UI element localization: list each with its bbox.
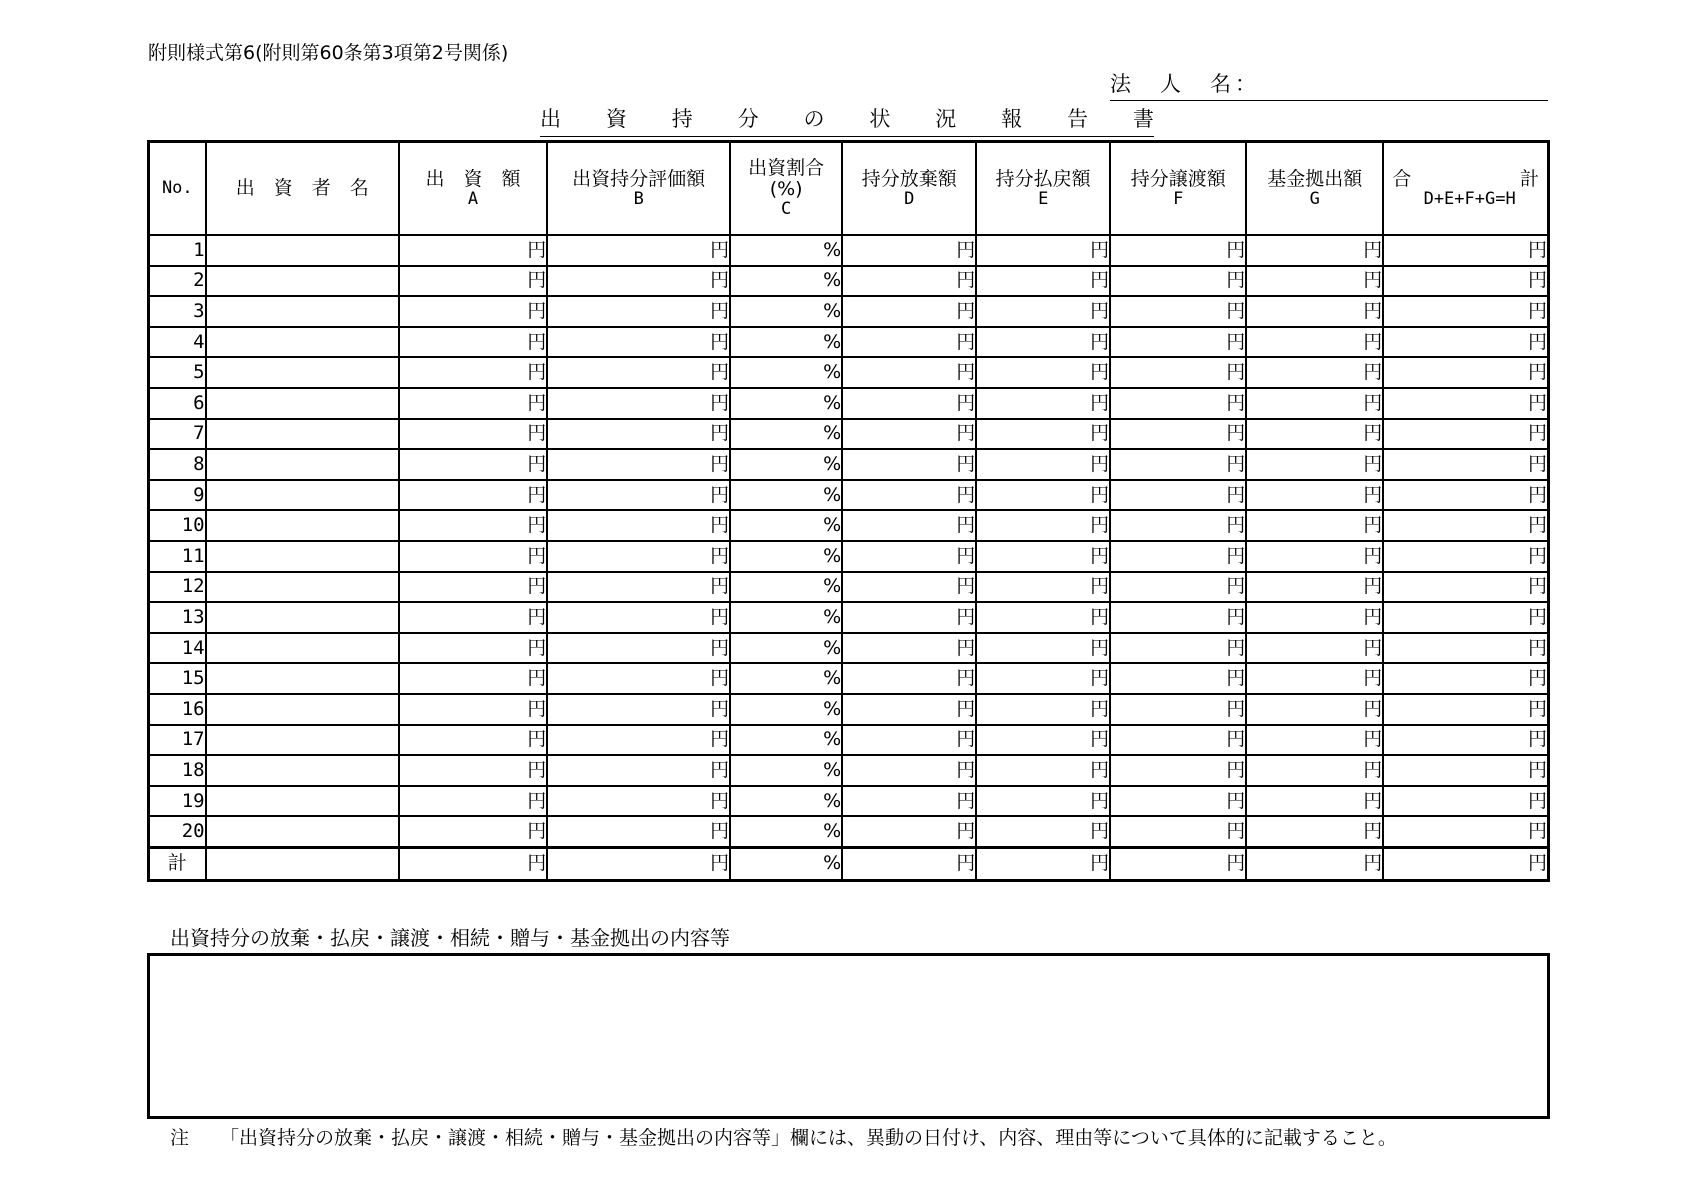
title-char: 資	[605, 107, 627, 131]
investor-name-cell[interactable]	[206, 755, 399, 786]
ratio-cell[interactable]: %	[730, 296, 842, 327]
transfer-cell[interactable]: 円	[1110, 449, 1246, 480]
amount-cell[interactable]: 円	[399, 816, 548, 847]
ratio-cell[interactable]: %	[730, 847, 842, 880]
table-row	[149, 266, 1549, 297]
amount-cell[interactable]: 円	[399, 755, 548, 786]
amount-cell[interactable]: 円	[399, 572, 548, 603]
footnote	[170, 1123, 1397, 1150]
table-row	[149, 663, 1549, 694]
amount-cell[interactable]: 円	[399, 266, 548, 297]
total-cell[interactable]: 円	[1383, 449, 1548, 480]
refund-cell[interactable]: 円	[976, 694, 1110, 725]
refund-cell[interactable]: 円	[976, 633, 1110, 664]
refund-cell[interactable]: 円	[976, 602, 1110, 633]
transfer-cell[interactable]: 円	[1110, 510, 1246, 541]
valuation-cell[interactable]: 円	[547, 296, 730, 327]
ratio-cell[interactable]: %	[730, 419, 842, 450]
amount-cell[interactable]: 円	[399, 235, 548, 266]
fund-cell[interactable]: 円	[1246, 633, 1383, 664]
amount-cell[interactable]: 円	[399, 296, 548, 327]
table-row	[149, 602, 1549, 633]
valuation-cell[interactable]: 円	[547, 694, 730, 725]
total-cell[interactable]: 円	[1383, 541, 1548, 572]
investor-name-cell[interactable]	[206, 541, 399, 572]
detail-input-box[interactable]	[147, 953, 1550, 1119]
footnote-mark: 注	[170, 1127, 190, 1149]
waiver-cell[interactable]: 円	[842, 786, 976, 817]
waiver-cell[interactable]: 円	[842, 235, 976, 266]
table-row	[149, 633, 1549, 664]
valuation-cell[interactable]: 円	[547, 816, 730, 847]
waiver-cell[interactable]: 円	[842, 449, 976, 480]
ratio-cell[interactable]: %	[730, 541, 842, 572]
ratio-cell[interactable]: %	[730, 357, 842, 388]
ratio-cell[interactable]: %	[730, 510, 842, 541]
row-number-cell: 3	[149, 296, 206, 327]
title-char: 分	[737, 107, 759, 131]
transfer-cell[interactable]: 円	[1110, 572, 1246, 603]
refund-cell[interactable]: 円	[976, 296, 1110, 327]
fund-cell[interactable]: 円	[1246, 419, 1383, 450]
valuation-cell[interactable]: 円	[547, 449, 730, 480]
table-header-row	[149, 142, 1549, 236]
waiver-cell[interactable]: 円	[842, 296, 976, 327]
amount-cell[interactable]: 円	[399, 694, 548, 725]
waiver-cell[interactable]: 円	[842, 816, 976, 847]
table-row	[149, 480, 1549, 511]
refund-cell[interactable]: 円	[976, 327, 1110, 358]
total-cell[interactable]: 円	[1383, 235, 1548, 266]
ratio-cell[interactable]: %	[730, 755, 842, 786]
header-investment-amount: 出 資 額 A	[399, 142, 548, 236]
refund-cell[interactable]: 円	[976, 266, 1110, 297]
table-total-row	[149, 847, 1549, 880]
row-number-cell: 19	[149, 786, 206, 817]
total-cell[interactable]: 円	[1383, 725, 1548, 756]
row-number-cell: 7	[149, 419, 206, 450]
amount-cell[interactable]: 円	[399, 602, 548, 633]
transfer-cell[interactable]: 円	[1110, 541, 1246, 572]
total-cell[interactable]: 円	[1383, 572, 1548, 603]
investor-name-cell[interactable]	[206, 633, 399, 664]
valuation-cell[interactable]: 円	[547, 602, 730, 633]
header-refund-amount: 持分払戻額 E	[976, 142, 1110, 236]
fund-cell[interactable]: 円	[1246, 572, 1383, 603]
amount-cell[interactable]: 円	[399, 510, 548, 541]
amount-cell[interactable]: 円	[399, 786, 548, 817]
total-cell[interactable]: 円	[1383, 633, 1548, 664]
refund-cell[interactable]: 円	[976, 449, 1110, 480]
transfer-cell[interactable]: 円	[1110, 235, 1246, 266]
transfer-cell[interactable]: 円	[1110, 419, 1246, 450]
table-row	[149, 572, 1549, 603]
valuation-cell[interactable]: 円	[547, 480, 730, 511]
fund-cell[interactable]: 円	[1246, 694, 1383, 725]
valuation-cell[interactable]: 円	[547, 266, 730, 297]
refund-cell[interactable]: 円	[976, 847, 1110, 880]
table-row	[149, 694, 1549, 725]
total-cell[interactable]: 円	[1383, 419, 1548, 450]
fund-cell[interactable]: 円	[1246, 266, 1383, 297]
ratio-cell[interactable]: %	[730, 694, 842, 725]
amount-cell[interactable]: 円	[399, 663, 548, 694]
ratio-cell[interactable]: %	[730, 725, 842, 756]
row-number-cell: 18	[149, 755, 206, 786]
investor-name-cell[interactable]	[206, 449, 399, 480]
header-waiver-amount: 持分放棄額 D	[842, 142, 976, 236]
amount-cell[interactable]: 円	[399, 480, 548, 511]
transfer-cell[interactable]: 円	[1110, 327, 1246, 358]
valuation-cell[interactable]: 円	[547, 663, 730, 694]
amount-cell[interactable]: 円	[399, 847, 548, 880]
fund-cell[interactable]: 円	[1246, 510, 1383, 541]
total-cell[interactable]: 円	[1383, 755, 1548, 786]
waiver-cell[interactable]: 円	[842, 388, 976, 419]
header-no: No.	[149, 142, 206, 236]
form-identifier: 附則様式第6(附則第60条第3項第2号関係)	[148, 42, 509, 64]
header-fund-contribution: 基金拠出額 G	[1246, 142, 1383, 236]
investor-name-cell[interactable]	[206, 480, 399, 511]
fund-cell[interactable]: 円	[1246, 786, 1383, 817]
waiver-cell[interactable]: 円	[842, 572, 976, 603]
table-row	[149, 541, 1549, 572]
row-number-cell: 13	[149, 602, 206, 633]
valuation-cell[interactable]: 円	[547, 235, 730, 266]
transfer-cell[interactable]: 円	[1110, 755, 1246, 786]
waiver-cell[interactable]: 円	[842, 266, 976, 297]
investor-name-cell[interactable]	[206, 388, 399, 419]
footnote-text: 「出資持分の放棄・払戻・譲渡・相続・贈与・基金拠出の内容等」欄には、異動の日付け、内容、理由等について具体的に記載すること。	[220, 1127, 1397, 1149]
row-number-cell: 9	[149, 480, 206, 511]
refund-cell[interactable]: 円	[976, 480, 1110, 511]
fund-cell[interactable]: 円	[1246, 541, 1383, 572]
total-cell[interactable]: 円	[1383, 816, 1548, 847]
table-row	[149, 388, 1549, 419]
title-char: 書	[1132, 107, 1154, 131]
refund-cell[interactable]: 円	[976, 786, 1110, 817]
refund-cell[interactable]: 円	[976, 357, 1110, 388]
investor-name-cell[interactable]	[206, 786, 399, 817]
row-number-cell: 12	[149, 572, 206, 603]
refund-cell[interactable]: 円	[976, 510, 1110, 541]
ratio-cell[interactable]: %	[730, 633, 842, 664]
amount-cell[interactable]: 円	[399, 419, 548, 450]
refund-cell[interactable]: 円	[976, 725, 1110, 756]
row-number-cell: 6	[149, 388, 206, 419]
waiver-cell[interactable]: 円	[842, 602, 976, 633]
refund-cell[interactable]: 円	[976, 419, 1110, 450]
total-cell[interactable]: 円	[1383, 602, 1548, 633]
investor-name-cell[interactable]	[206, 419, 399, 450]
transfer-cell[interactable]: 円	[1110, 816, 1246, 847]
fund-cell[interactable]: 円	[1246, 663, 1383, 694]
fund-cell[interactable]: 円	[1246, 816, 1383, 847]
amount-cell[interactable]: 円	[399, 388, 548, 419]
ratio-cell[interactable]: %	[730, 327, 842, 358]
valuation-cell[interactable]: 円	[547, 327, 730, 358]
title-char: の	[803, 107, 825, 131]
refund-cell[interactable]: 円	[976, 755, 1110, 786]
total-cell[interactable]: 円	[1383, 266, 1548, 297]
corporation-name-label: 法 人 名：	[1110, 72, 1260, 96]
amount-cell[interactable]: 円	[399, 357, 548, 388]
waiver-cell[interactable]: 円	[842, 541, 976, 572]
detail-section-label: 出資持分の放棄・払戻・譲渡・相続・贈与・基金拠出の内容等	[170, 926, 730, 950]
waiver-cell[interactable]: 円	[842, 847, 976, 880]
total-label-cell: 計	[149, 847, 206, 880]
transfer-cell[interactable]: 円	[1110, 388, 1246, 419]
fund-cell[interactable]: 円	[1246, 847, 1383, 880]
valuation-cell[interactable]: 円	[547, 419, 730, 450]
total-cell[interactable]: 円	[1383, 296, 1548, 327]
total-cell[interactable]: 円	[1383, 480, 1548, 511]
header-share-valuation: 出資持分評価額 B	[547, 142, 730, 236]
table-row	[149, 816, 1549, 847]
row-number-cell: 11	[149, 541, 206, 572]
waiver-cell[interactable]: 円	[842, 327, 976, 358]
corporation-name-field[interactable]	[1110, 74, 1548, 101]
fund-cell[interactable]: 円	[1246, 235, 1383, 266]
total-cell[interactable]: 円	[1383, 786, 1548, 817]
valuation-cell[interactable]: 円	[547, 510, 730, 541]
valuation-cell[interactable]: 円	[547, 541, 730, 572]
table-row	[149, 327, 1549, 358]
fund-cell[interactable]: 円	[1246, 755, 1383, 786]
ratio-cell[interactable]: %	[730, 235, 842, 266]
table-row	[149, 357, 1549, 388]
transfer-cell[interactable]: 円	[1110, 266, 1246, 297]
waiver-cell[interactable]: 円	[842, 419, 976, 450]
table-row	[149, 510, 1549, 541]
header-investment-ratio: 出資割合 (%) C	[730, 142, 842, 236]
title-char: 況	[935, 107, 957, 131]
transfer-cell[interactable]: 円	[1110, 480, 1246, 511]
waiver-cell[interactable]: 円	[842, 694, 976, 725]
refund-cell[interactable]: 円	[976, 572, 1110, 603]
table-row	[149, 725, 1549, 756]
title-char: 報	[1001, 107, 1023, 131]
row-number-cell: 5	[149, 357, 206, 388]
refund-cell[interactable]: 円	[976, 816, 1110, 847]
table-row	[149, 296, 1549, 327]
investor-name-cell[interactable]	[206, 327, 399, 358]
investor-name-cell[interactable]	[206, 510, 399, 541]
valuation-cell[interactable]: 円	[547, 572, 730, 603]
refund-cell[interactable]: 円	[976, 663, 1110, 694]
fund-cell[interactable]: 円	[1246, 296, 1383, 327]
valuation-cell[interactable]: 円	[547, 357, 730, 388]
refund-cell[interactable]: 円	[976, 541, 1110, 572]
refund-cell[interactable]: 円	[976, 235, 1110, 266]
total-cell[interactable]: 円	[1383, 694, 1548, 725]
header-investor-name: 出 資 者 名	[206, 142, 399, 236]
waiver-cell[interactable]: 円	[842, 357, 976, 388]
header-total: 合 計 D+E+F+G=H	[1383, 142, 1548, 236]
table-row	[149, 235, 1549, 266]
fund-cell[interactable]: 円	[1246, 327, 1383, 358]
transfer-cell[interactable]: 円	[1110, 847, 1246, 880]
header-transfer-amount: 持分譲渡額 F	[1110, 142, 1246, 236]
refund-cell[interactable]: 円	[976, 388, 1110, 419]
transfer-cell[interactable]: 円	[1110, 786, 1246, 817]
fund-cell[interactable]: 円	[1246, 357, 1383, 388]
ratio-cell[interactable]: %	[730, 572, 842, 603]
total-cell[interactable]: 円	[1383, 357, 1548, 388]
valuation-cell[interactable]: 円	[547, 725, 730, 756]
investor-name-cell[interactable]	[206, 694, 399, 725]
transfer-cell[interactable]: 円	[1110, 633, 1246, 664]
investor-name-cell[interactable]	[206, 296, 399, 327]
waiver-cell[interactable]: 円	[842, 510, 976, 541]
table-row	[149, 419, 1549, 450]
title-char: 状	[869, 107, 891, 131]
title-char: 告	[1067, 107, 1088, 131]
amount-cell[interactable]: 円	[399, 541, 548, 572]
row-number-cell: 4	[149, 327, 206, 358]
row-number-cell: 17	[149, 725, 206, 756]
investor-name-cell[interactable]	[206, 663, 399, 694]
row-number-cell: 8	[149, 449, 206, 480]
amount-cell[interactable]: 円	[399, 449, 548, 480]
valuation-cell[interactable]: 円	[547, 847, 730, 880]
ratio-cell[interactable]: %	[730, 388, 842, 419]
total-cell[interactable]: 円	[1383, 327, 1548, 358]
table-row	[149, 755, 1549, 786]
transfer-cell[interactable]: 円	[1110, 725, 1246, 756]
fund-cell[interactable]: 円	[1246, 449, 1383, 480]
row-number-cell: 1	[149, 235, 206, 266]
transfer-cell[interactable]: 円	[1110, 296, 1246, 327]
valuation-cell[interactable]: 円	[547, 786, 730, 817]
valuation-cell[interactable]: 円	[547, 633, 730, 664]
table-row	[149, 449, 1549, 480]
table-row	[149, 786, 1549, 817]
transfer-cell[interactable]: 円	[1110, 602, 1246, 633]
ratio-cell[interactable]: %	[730, 816, 842, 847]
transfer-cell[interactable]: 円	[1110, 663, 1246, 694]
fund-cell[interactable]: 円	[1246, 480, 1383, 511]
investor-name-cell[interactable]	[206, 235, 399, 266]
row-number-cell: 20	[149, 816, 206, 847]
ratio-cell[interactable]: %	[730, 449, 842, 480]
total-cell[interactable]: 円	[1383, 847, 1548, 880]
investor-name-cell[interactable]	[206, 725, 399, 756]
fund-cell[interactable]: 円	[1246, 725, 1383, 756]
title-char: 持	[671, 107, 693, 131]
ratio-cell[interactable]: %	[730, 266, 842, 297]
valuation-cell[interactable]: 円	[547, 755, 730, 786]
waiver-cell[interactable]: 円	[842, 480, 976, 511]
row-number-cell: 10	[149, 510, 206, 541]
ratio-cell[interactable]: %	[730, 663, 842, 694]
row-number-cell: 14	[149, 633, 206, 664]
investor-name-cell[interactable]	[206, 816, 399, 847]
row-number-cell: 16	[149, 694, 206, 725]
ratio-cell[interactable]: %	[730, 786, 842, 817]
waiver-cell[interactable]: 円	[842, 633, 976, 664]
row-number-cell: 2	[149, 266, 206, 297]
total-cell[interactable]: 円	[1383, 388, 1548, 419]
investor-name-cell[interactable]	[206, 357, 399, 388]
ratio-cell[interactable]: %	[730, 602, 842, 633]
total-cell[interactable]: 円	[1383, 663, 1548, 694]
valuation-cell[interactable]: 円	[547, 388, 730, 419]
investment-share-table	[147, 140, 1550, 882]
amount-cell[interactable]: 円	[399, 327, 548, 358]
total-cell[interactable]: 円	[1383, 510, 1548, 541]
investor-name-cell[interactable]	[206, 847, 399, 880]
document-title	[540, 106, 1154, 137]
investor-name-cell[interactable]	[206, 266, 399, 297]
waiver-cell[interactable]: 円	[842, 663, 976, 694]
transfer-cell[interactable]: 円	[1110, 357, 1246, 388]
waiver-cell[interactable]: 円	[842, 725, 976, 756]
ratio-cell[interactable]: %	[730, 480, 842, 511]
transfer-cell[interactable]: 円	[1110, 694, 1246, 725]
fund-cell[interactable]: 円	[1246, 602, 1383, 633]
row-number-cell: 15	[149, 663, 206, 694]
amount-cell[interactable]: 円	[399, 633, 548, 664]
amount-cell[interactable]: 円	[399, 725, 548, 756]
fund-cell[interactable]: 円	[1246, 388, 1383, 419]
waiver-cell[interactable]: 円	[842, 755, 976, 786]
investor-name-cell[interactable]	[206, 572, 399, 603]
title-char: 出	[540, 107, 561, 131]
investor-name-cell[interactable]	[206, 602, 399, 633]
